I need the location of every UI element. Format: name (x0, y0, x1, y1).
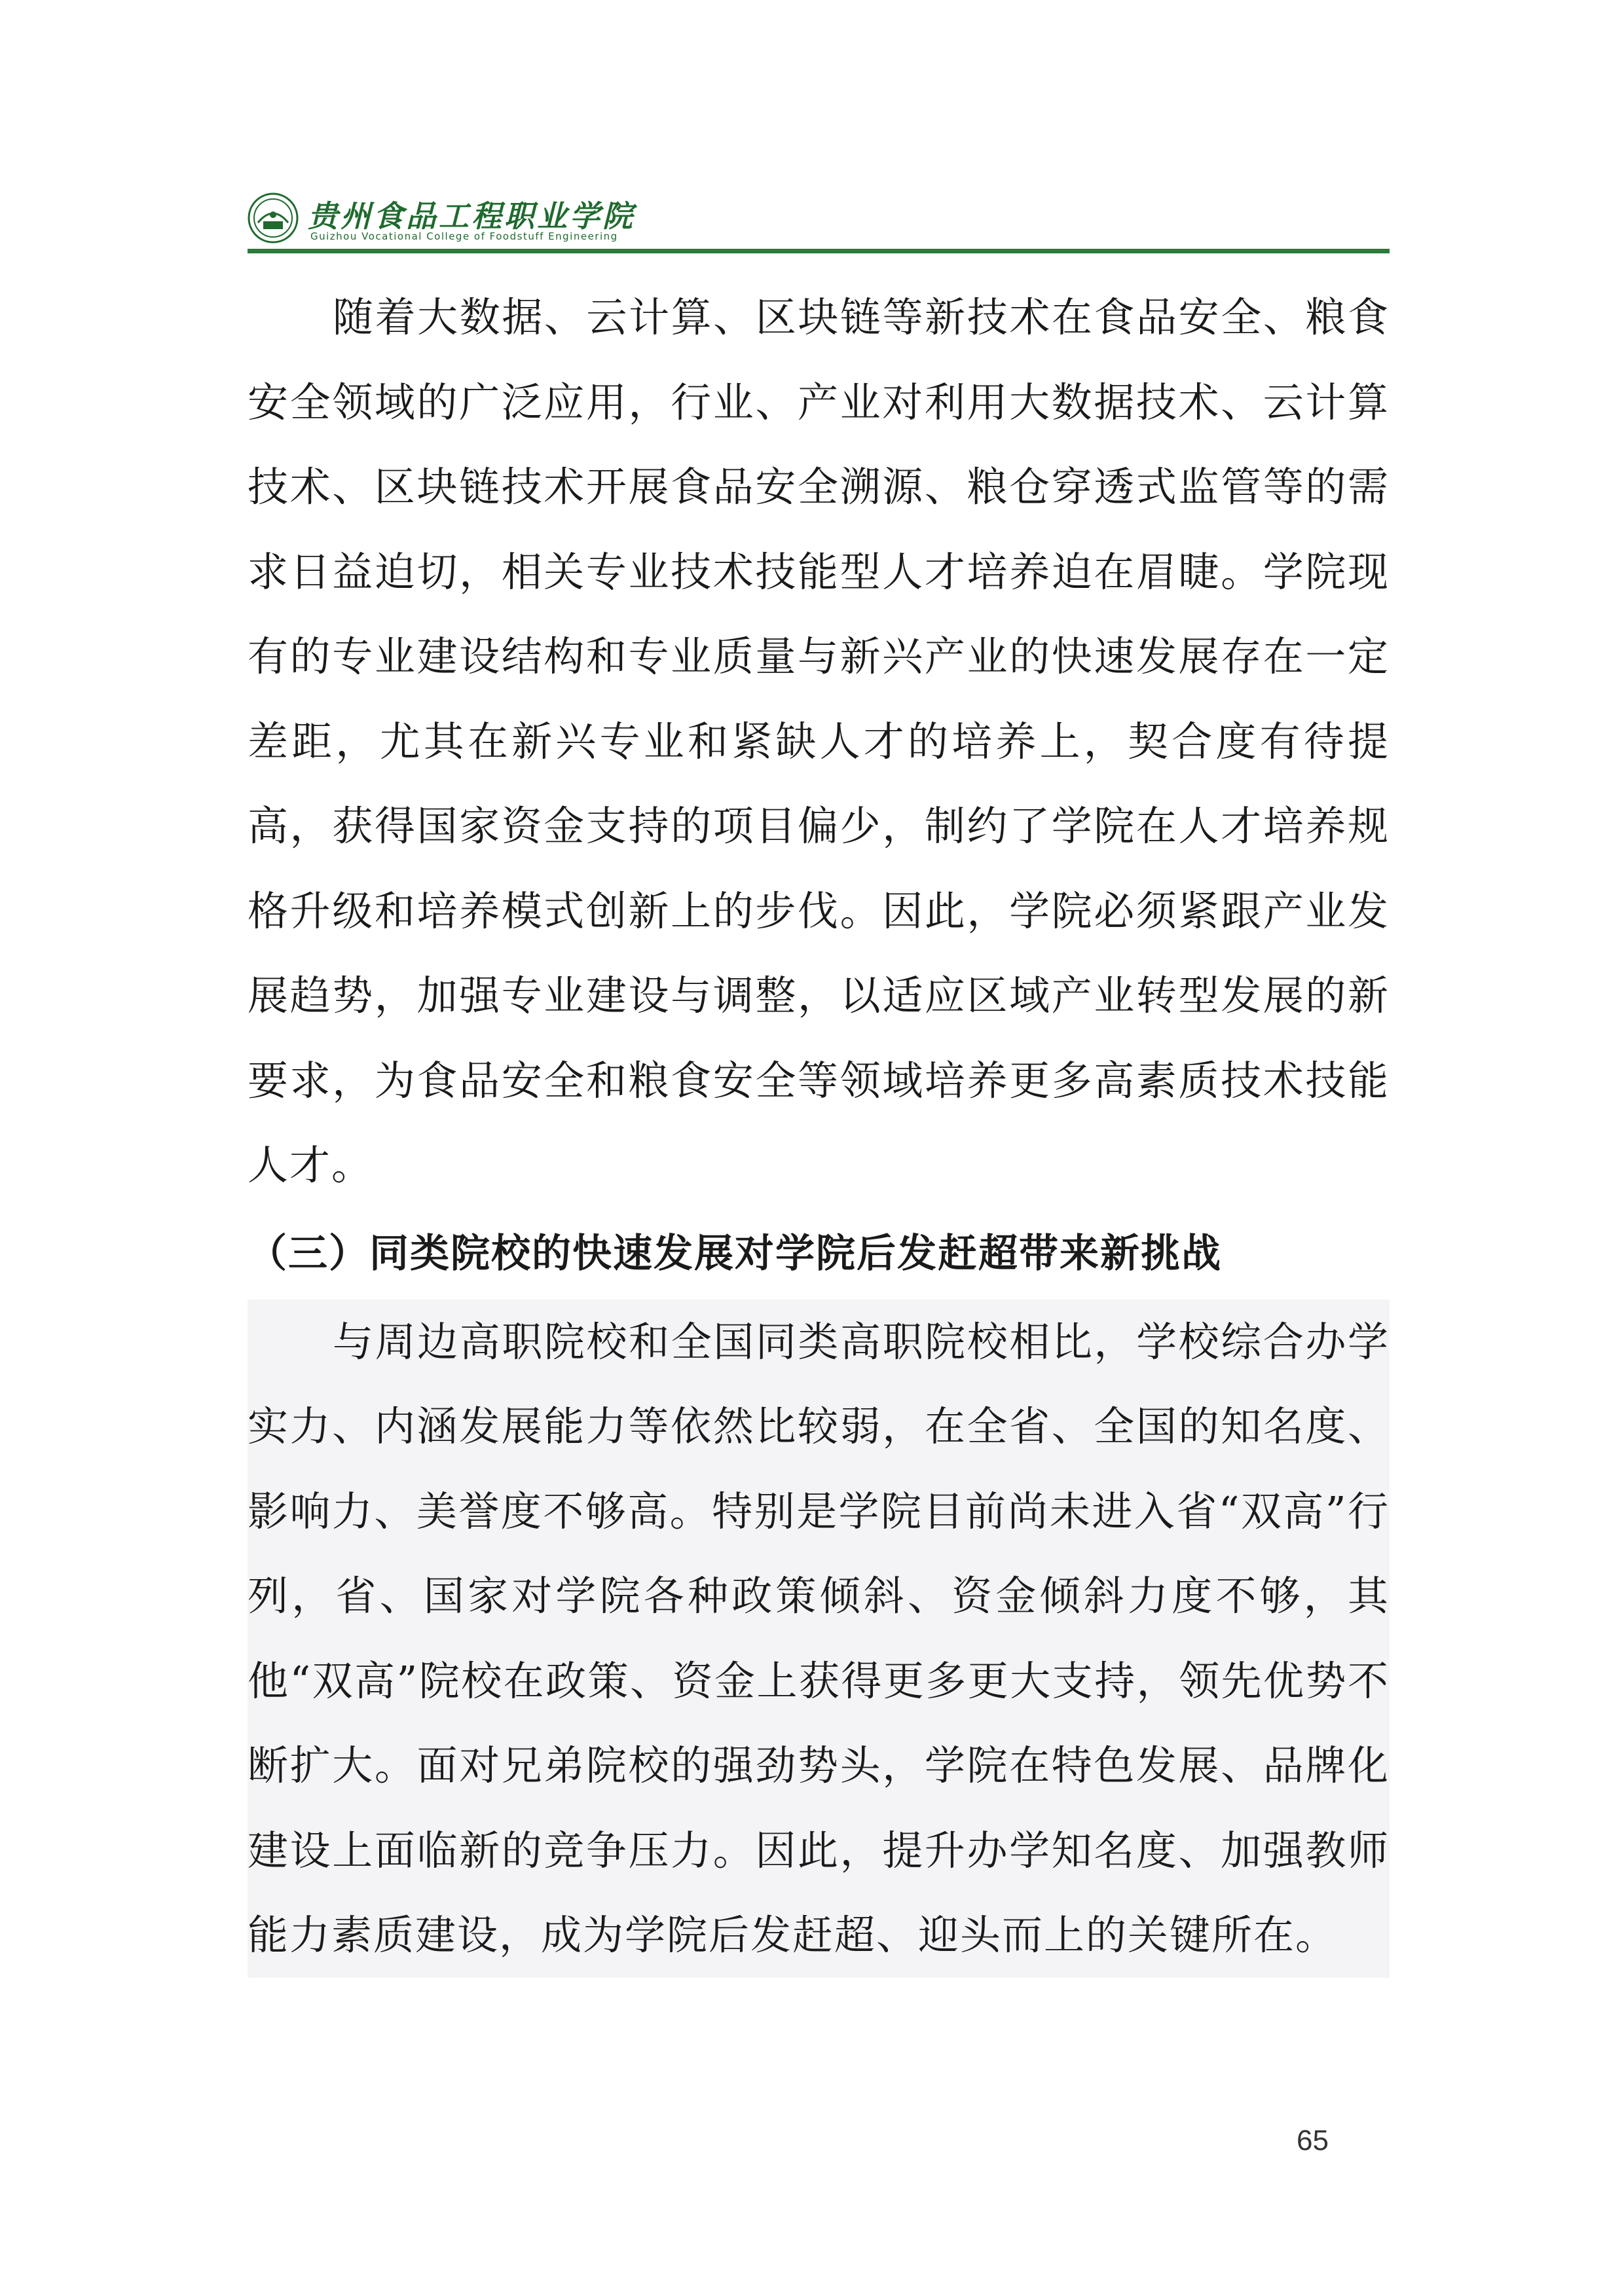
body-paragraph: 随着大数据、云计算、区块链等新技术在食品安全、粮食安全领域的广泛应用，行业、产业对利用大数据技术、云计算技术、区块链技术开展食品安全溯源、粮仓穿透式监管等的需求日益迫切，相关专业技术技能型人才培养迫在眉睫。学院现有的专业建设结构和专业质量与新兴产业的快速发展存在一定差距，尤其在新兴专业和紧缺人才的培养上，契合度有待提高，获得国家资金支持的项目偏少，制约了学院在人才培养规格升级和培养模式创新上的步伐。因此，学院必须紧跟产业发展趋势，加强专业建设与调整，以适应区域产业转型发展的新要求，为食品安全和粮食安全等领域培养更多高素质技术技能人才。 (248, 293, 1390, 1189)
section-heading: （三）同类院校的快速发展对学院后发赶超带来新挑战 (248, 1230, 1222, 1277)
college-emblem-icon (248, 192, 299, 244)
body-paragraph: 与周边高职院校和全国同类高职院校相比，学校综合办学实力、内涵发展能力等依然比较弱，在全省、全国的知名度、影响力、美誉度不够高。特别是学院目前尚未进入省“双高”行列，省、国家对学院各种政策倾斜、资金倾斜力度不够，其他“双高”院校在政策、资金上获得更多更大支持，领先优势不断扩大。面对兄弟院校的强劲势头，学院在特色发展、品牌化建设上面临新的竞争压力。因此，提升办学知名度、加强教师能力素质建设，成为学院后发赶超、迎头而上的关键所在。 (248, 1300, 1390, 1978)
document-body (248, 275, 1390, 1978)
page-number: 65 (1297, 2124, 1329, 2157)
college-name-cn: 贵州食品工程职业学院 (308, 198, 635, 234)
page-header (248, 190, 1390, 249)
college-name-en: Guizhou Vocational College of Foodstuff Engineering (310, 230, 618, 242)
header-divider (248, 249, 1390, 253)
